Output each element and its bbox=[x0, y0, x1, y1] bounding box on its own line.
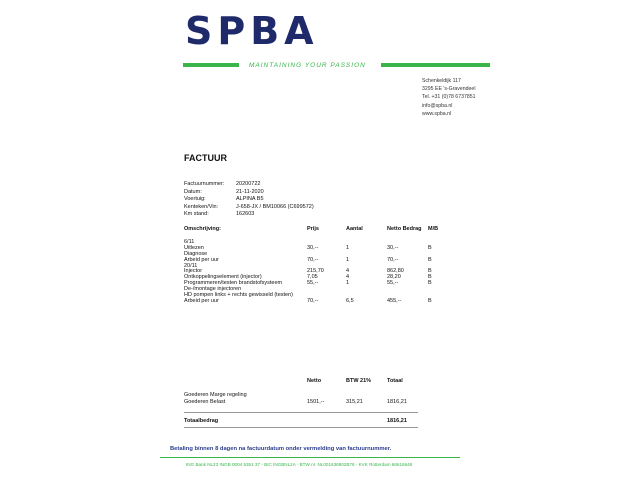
meta-label: Kenteken/Vin: bbox=[184, 203, 219, 210]
payment-note: Betaling binnen 8 dagen na factuurdatum onder vermelding van factuurnummer. bbox=[170, 446, 392, 452]
line-amount: 455,-- bbox=[387, 297, 402, 304]
invoice-title: FACTUUR bbox=[184, 153, 227, 163]
column-header-mb: M/B bbox=[428, 226, 439, 232]
line-price: 30,-- bbox=[307, 244, 319, 251]
table-row bbox=[184, 299, 444, 305]
summary-label: Goederen Marge regeling bbox=[184, 392, 247, 398]
line-description: Programmeren/testen brandstofsysteem bbox=[184, 280, 283, 287]
line-quantity: 1 bbox=[346, 244, 350, 251]
line-quantity: 4 bbox=[346, 268, 350, 275]
address-line: Schenkeldijk 117 bbox=[422, 78, 461, 84]
line-description: Ontkoppelingselement (injector) bbox=[184, 274, 262, 281]
meta-value: J-658-JX / BM10066 (C699572) bbox=[236, 203, 314, 210]
line-description: Arbeid per uur bbox=[184, 256, 219, 263]
line-description: Injector bbox=[184, 268, 203, 275]
line-mb: B bbox=[428, 268, 432, 275]
total-value: 1816,21 bbox=[387, 418, 407, 424]
total-label: Totaalbedrag bbox=[184, 418, 219, 424]
summary-totaal: 1816,21 bbox=[387, 399, 407, 405]
address-line: info@spba.nl bbox=[422, 102, 453, 109]
meta-label: Voertuig: bbox=[184, 196, 206, 203]
summary-label: Goederen Belast bbox=[184, 399, 226, 405]
meta-value: ALPINA B5 bbox=[236, 196, 264, 203]
meta-label: Km stand: bbox=[184, 211, 209, 218]
line-price: 215,70 bbox=[307, 268, 324, 275]
line-amount: 28,20 bbox=[387, 274, 401, 281]
company-address bbox=[422, 77, 476, 118]
logo-text: SPBA bbox=[185, 9, 319, 53]
line-description: 6/11 bbox=[184, 239, 195, 245]
address-line: 3295 EE 's-Gravendeel bbox=[422, 86, 476, 93]
meta-value: 20200722 bbox=[236, 181, 261, 187]
meta-row bbox=[184, 204, 314, 212]
meta-value: 21-11-2020 bbox=[236, 188, 264, 195]
meta-row bbox=[184, 181, 314, 189]
meta-label: Datum: bbox=[184, 188, 202, 195]
line-quantity: 1 bbox=[346, 280, 350, 287]
meta-row bbox=[184, 196, 314, 204]
line-mb: B bbox=[428, 297, 432, 304]
company-logo bbox=[185, 9, 366, 69]
footer-divider bbox=[160, 457, 460, 458]
line-mb: B bbox=[428, 244, 432, 251]
bank-info: ING Bank NL23 INGB 0004 5351 37 - BIC INGBNL2A - BTW nr. NL001636802B76 - KVK Rotterdam 66616646 bbox=[186, 462, 413, 467]
meta-label: Factuurnummer: bbox=[184, 181, 225, 187]
line-mb: B bbox=[428, 256, 432, 263]
line-quantity: 4 bbox=[346, 274, 350, 281]
summary-divider bbox=[184, 412, 418, 413]
line-description: Arbeid per uur bbox=[184, 297, 219, 304]
line-price: 70,-- bbox=[307, 256, 319, 263]
line-amount: 70,-- bbox=[387, 256, 399, 263]
company-tagline: MAINTAINING YOUR PASSION bbox=[249, 62, 366, 69]
address-line: Tel. +31 (0)78 6737851 bbox=[422, 94, 476, 101]
line-mb: B bbox=[428, 274, 432, 281]
line-price: 7,05 bbox=[307, 274, 318, 281]
line-amount: 55,-- bbox=[387, 280, 399, 287]
summary-header-btw: BTW 21% bbox=[346, 378, 372, 384]
line-description: Diagnose bbox=[184, 250, 208, 257]
line-description: HD pompen links + rechts gewisseld (testen) bbox=[184, 292, 293, 299]
line-price: 70,-- bbox=[307, 297, 319, 304]
meta-value: 162603 bbox=[236, 211, 255, 218]
line-price: 55,-- bbox=[307, 280, 319, 287]
column-header-price: Prijs bbox=[307, 226, 319, 232]
line-amount: 862,80 bbox=[387, 268, 404, 275]
line-quantity: 6,5 bbox=[346, 297, 354, 304]
summary-netto: 1501,-- bbox=[307, 399, 325, 405]
line-quantity: 1 bbox=[346, 256, 350, 263]
invoice-meta bbox=[184, 181, 314, 219]
line-description: 20/11 bbox=[184, 262, 198, 269]
column-header-description: Omschrijving: bbox=[184, 226, 221, 232]
line-mb: B bbox=[428, 280, 432, 287]
summary-btw: 315,21 bbox=[346, 399, 363, 405]
line-description: Uitlezen bbox=[184, 244, 204, 251]
line-description: De-/montage injectoren bbox=[184, 286, 242, 293]
column-header-quantity: Aantal bbox=[346, 226, 363, 232]
meta-row bbox=[184, 189, 314, 197]
summary-header-totaal: Totaal bbox=[387, 378, 403, 384]
total-divider bbox=[184, 427, 418, 428]
column-header-net-amount: Netto Bedrag bbox=[387, 226, 422, 232]
line-amount: 30,-- bbox=[387, 244, 399, 251]
meta-row bbox=[184, 211, 314, 219]
invoice-lines bbox=[184, 240, 444, 305]
address-line: www.spba.nl bbox=[422, 110, 452, 117]
summary-header-netto: Netto bbox=[307, 378, 322, 384]
